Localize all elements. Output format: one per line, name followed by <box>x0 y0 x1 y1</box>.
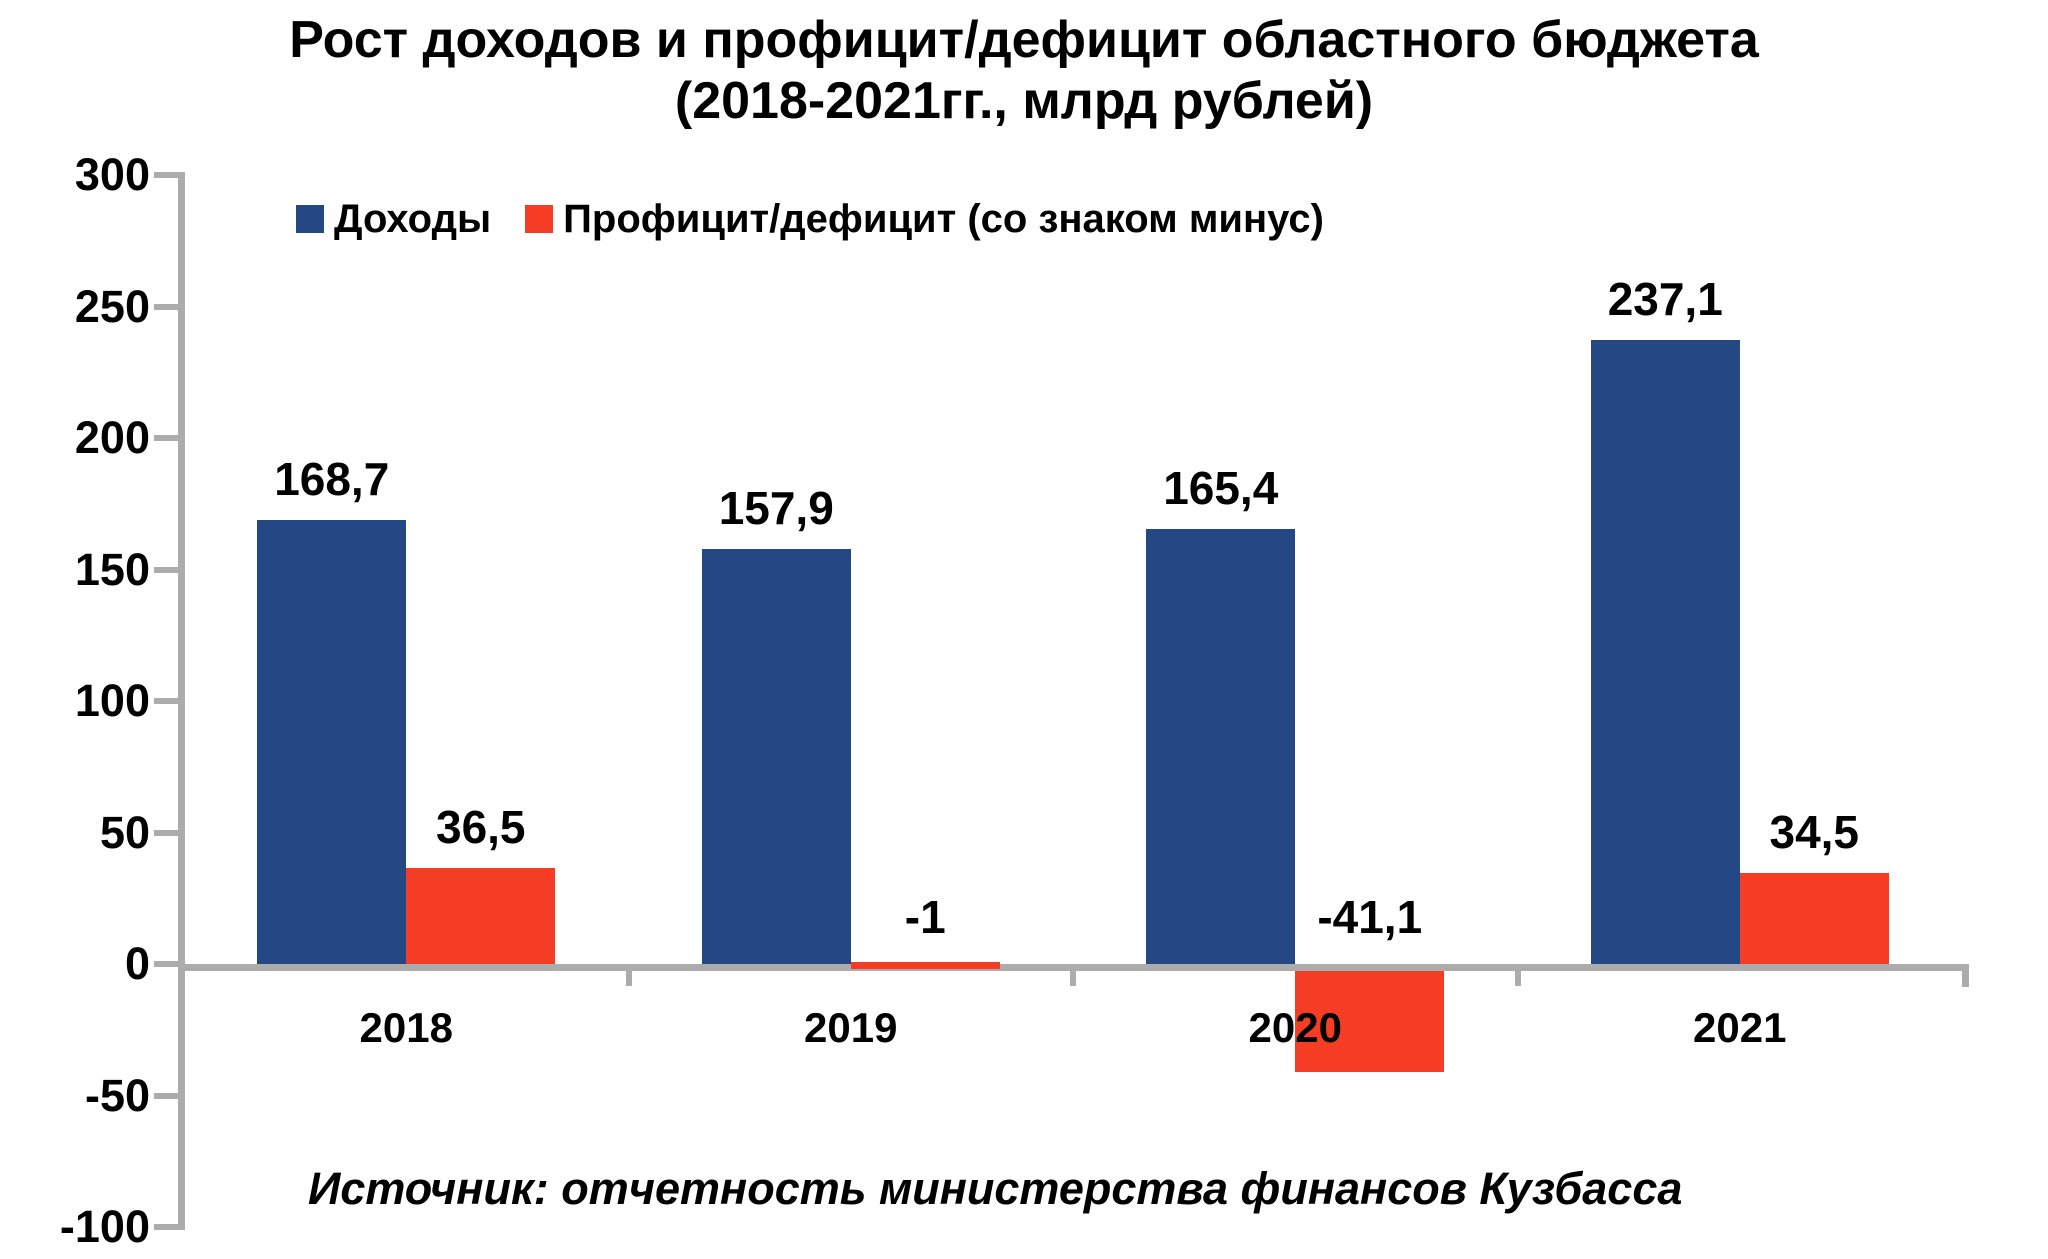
category-label-2021: 2021 <box>1693 1004 1787 1051</box>
y-tick-300 <box>154 172 178 178</box>
y-tick-150 <box>154 567 178 573</box>
value-label-balance-2019: -1 <box>904 891 946 943</box>
value-label-revenue-2020: 165,4 <box>1163 461 1279 514</box>
y-tick-0 <box>154 961 178 967</box>
bar-balance-2019 <box>851 962 1000 969</box>
chart-title-line1: Рост доходов и профицит/дефицит областного бюджета <box>289 11 1759 69</box>
axis-boundary-tick-1 <box>626 971 632 986</box>
x-axis-line <box>178 964 1969 971</box>
chart-title-line2: (2018-2021гг., млрд рублей) <box>674 72 1374 130</box>
value-label-revenue-2019: 157,9 <box>718 481 834 534</box>
category-label-2020: 2020 <box>1248 1004 1342 1051</box>
y-tick-label-100: 100 <box>74 675 150 726</box>
y-tick-label-300: 300 <box>74 149 150 200</box>
axis-end-tick <box>1962 971 1969 987</box>
value-label-balance-2021: 34,5 <box>1769 806 1860 859</box>
y-tick-label-150: 150 <box>74 543 150 595</box>
y-tick-100 <box>154 698 178 704</box>
y-tick-250 <box>154 304 178 310</box>
y-tick-label-0: 0 <box>124 938 150 989</box>
bar-balance-2021 <box>1740 873 1889 964</box>
axis-boundary-tick-2 <box>1070 971 1076 986</box>
y-tick-label--100: -100 <box>59 1201 150 1252</box>
value-label-revenue-2018: 168,7 <box>274 453 390 506</box>
y-tick-label-200: 200 <box>74 412 150 463</box>
y-tick-200 <box>154 435 178 441</box>
value-label-revenue-2021: 237,1 <box>1607 273 1723 326</box>
value-label-balance-2020: -41,1 <box>1317 891 1423 943</box>
source-note: Источник: отчетность министерства финансов Кузбасса <box>308 1163 1683 1214</box>
y-tick-50 <box>154 830 178 836</box>
y-axis-line <box>178 172 185 1230</box>
bar-revenue-2018 <box>257 520 406 964</box>
value-label-balance-2018: 36,5 <box>435 801 526 853</box>
y-tick--50 <box>154 1093 178 1099</box>
y-tick--100 <box>154 1224 178 1230</box>
category-label-2019: 2019 <box>804 1004 898 1051</box>
bar-balance-2018 <box>406 868 555 964</box>
y-tick-label-50: 50 <box>99 806 150 858</box>
bar-revenue-2021 <box>1591 340 1740 964</box>
legend-label-balance: Профицит/дефицит (со знаком минус) <box>563 196 1324 241</box>
category-label-2018: 2018 <box>359 1004 453 1051</box>
y-tick-label-250: 250 <box>74 280 150 332</box>
y-tick-label--50: -50 <box>84 1069 150 1121</box>
legend-label-revenue: Доходы <box>334 196 492 241</box>
axis-boundary-tick-3 <box>1515 971 1521 986</box>
